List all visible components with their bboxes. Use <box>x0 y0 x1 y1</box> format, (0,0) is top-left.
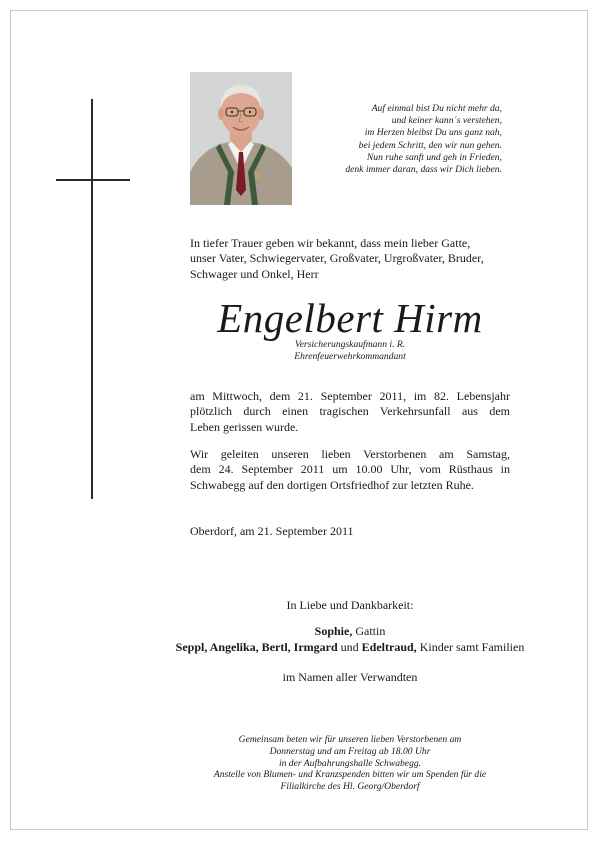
deceased-name: Engelbert Hirm <box>217 295 483 341</box>
funeral-notice-line: Wir geleiten unseren lieben Verstorbenen am Samstag, <box>190 447 510 461</box>
spouse-name: Sophie, <box>314 624 353 638</box>
footer-notice <box>110 734 590 793</box>
place-date: Oberdorf, am 21. September 2011 <box>190 524 354 538</box>
children-line <box>110 640 590 655</box>
death-notice-line: Leben gerissen wurde. <box>190 419 299 434</box>
poem-line: und keiner kann´s verstehen, <box>391 115 502 127</box>
cross-icon-vertical-bar <box>91 99 93 499</box>
children-last-name: Edeltraud, <box>361 640 417 654</box>
footer-line: Filialkirche des Hl. Georg/Oberdorf <box>280 781 420 793</box>
announcement-line: Schwager und Onkel, Herr <box>190 266 319 281</box>
poem <box>300 103 502 176</box>
thanks-heading: In Liebe und Dankbarkeit: <box>286 598 414 612</box>
deceased-profession <box>190 339 510 362</box>
footer-line: in der Aufbahrungshalle Schwabegg. <box>278 757 422 769</box>
poem-line: Auf einmal bist Du nicht mehr da, <box>371 103 502 114</box>
poem-line: Nun ruhe sanft und geh in Frieden, <box>366 151 502 163</box>
death-notice-line: am Mittwoch, dem 21. September 2011, im 82. Lebensjahr <box>190 389 510 403</box>
poem-line: denk immer daran, dass wir Dich lieben. <box>345 164 502 176</box>
spouse-role: Gattin <box>352 624 386 638</box>
footer-line: Gemeinsam beten wir für unseren lieben Verstorbenen am <box>238 734 462 745</box>
profession-line: Ehrenfeuerwehrkommandant <box>294 350 406 362</box>
funeral-notice-line: dem 24. September 2011 um 10.00 Uhr, vom Rüsthaus in <box>190 462 510 477</box>
announcement-text <box>190 236 510 282</box>
death-notice <box>190 389 510 435</box>
children-suffix: Kinder samt Familien <box>416 640 525 654</box>
funeral-notice <box>190 447 510 493</box>
footer-line: Anstelle von Blumen- und Kranzspenden bitten wir um Spenden für die <box>213 769 487 781</box>
announcement-line: unser Vater, Schwiegervater, Großvater, Urgroßvater, Bruder, <box>190 251 484 266</box>
children-and: und <box>337 640 362 654</box>
profession-line: Versicherungskaufmann i. R. <box>294 339 406 350</box>
children-names: Seppl, Angelika, Bertl, Irmgard <box>175 640 338 654</box>
footer-line: Donnerstag und am Freitag ab 18.00 Uhr <box>269 745 431 757</box>
poem-line: im Herzen bleibst Du uns ganz nah, <box>364 127 502 139</box>
portrait-photo <box>190 72 292 205</box>
announcement-line: In tiefer Trauer geben wir bekannt, dass mein lieber Gatte, <box>190 236 471 250</box>
spouse-line <box>110 624 590 639</box>
relatives-line: im Namen aller Verwandten <box>282 670 418 684</box>
death-notice-line: plötzlich durch einen tragischen Verkehrsunfall aus dem <box>190 404 510 419</box>
poem-line: bei jedem Schritt, den wir nun gehen. <box>358 139 502 151</box>
cross-icon-horizontal-bar <box>56 179 130 181</box>
funeral-notice-line: Schwabegg auf den dortigen Ortsfriedhof zur letzten Ruhe. <box>190 477 474 492</box>
